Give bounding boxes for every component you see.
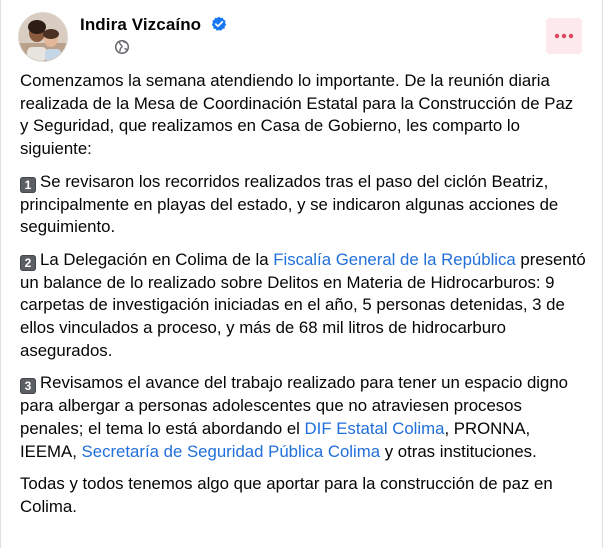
post-item-3 <box>20 372 586 463</box>
post-text-segment: , PRONNA, IEEMA, <box>20 418 531 461</box>
keycap-3-icon: 3 <box>20 378 36 394</box>
post-text-segment: Se revisaron los recorridos realizados tras el paso del ciclón Beatriz, principalmente en playas del estado, y se indicaron algunas acciones de seguimiento. <box>20 171 559 237</box>
verified-badge-icon <box>211 16 227 32</box>
post-header <box>18 12 582 64</box>
keycap-1-icon: 1 <box>20 177 36 193</box>
post-link[interactable]: Secretaría de Seguridad Pública Colima <box>81 441 381 461</box>
keycap-2-icon: 2 <box>20 255 36 271</box>
post-items <box>20 171 586 463</box>
more-options-icon <box>554 33 574 39</box>
post-intro: Comenzamos la semana atendiendo lo importante. De la reunión diaria realizada de la Mesa de Coordinación Estatal para la Construcción de Paz y Seguridad, que realizamos en Casa de Gobierno, les comparto lo siguiente: <box>20 71 574 159</box>
author-avatar[interactable] <box>18 12 68 62</box>
post-text-segment: Revisamos el avance del trabajo realizado para tener un espacio digno para albergar a personas adolescentes que no atraviesen procesos penales; el tema lo está abordando el <box>20 373 569 438</box>
post-link[interactable]: DIF Estatal Colima <box>304 418 445 438</box>
more-options-button[interactable] <box>546 18 582 54</box>
post-item-2 <box>20 249 586 363</box>
avatar-photo <box>19 13 67 61</box>
post-text-segment: presentó un balance de lo realizado sobre Delitos en Materia de Hidrocarburos: 9 carpetas de investigación iniciadas en el año, 5 personas detenidas, 3 de ellos vinculados a proceso, y más de 68 mil litros de hidrocarburo asegurados. <box>20 249 586 360</box>
post-item-1 <box>20 171 586 239</box>
globe-icon[interactable] <box>114 39 130 55</box>
post-body <box>20 70 586 529</box>
author-name[interactable] <box>80 15 227 35</box>
author-name-text[interactable]: Indira Vizcaíno <box>80 15 202 34</box>
post-closing: Todas y todos tenemos algo que aportar para la construcción de paz en Colima. <box>20 474 553 516</box>
post-link[interactable]: Fiscalía General de la República <box>273 249 516 269</box>
post-text-segment: y otras instituciones. <box>380 441 537 461</box>
post-text-segment: La Delegación en Colima de la <box>40 249 274 269</box>
